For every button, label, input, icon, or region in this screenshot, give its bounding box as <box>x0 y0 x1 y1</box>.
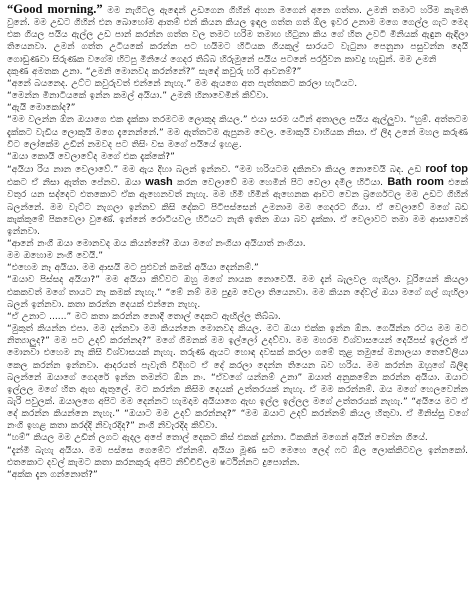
paragraph-text: “ඔයාව පිස්සද අයියා?” මම අයියා කිව්වට ඔහු මගේ නායක නොවෙයි. මම දැන් බැලවල ගැහිලා. වූරියෙන් කියලා එකකවත් මගේ තායට නෑ කමක් නැහැ.” “මේ නම් මම පුදුම වෙලා තියෙනවා. මම කියන දේවල් ඔයා මගේ ගල් ගැහිලා බලන් ඉන්නවා. කතා කරන්න දෙයක් එන්නෙ නැහැ. <box>7 275 468 310</box>
paragraph-text: “හම්” කියල මම උඩින් ලගට ඇදල අපේ තොල් දෙකට කිස් එකක් දුන්නා. ටිකකින් මගෙන් අයින් වෙන්න ගියේ. <box>7 433 428 444</box>
paragraph-text: “ආනේ නංගී ඔයා මොනවද ඔය කියන්නේ? ඔයා මගේ නංගියා අයියාත් නංගියා. <box>7 238 306 249</box>
emphasized-text: wash <box>145 176 173 189</box>
paragraph-text: “ඒවගේ යන්නම් උනා” <box>211 372 303 383</box>
paragraph-text: එකට ඒ නිසා ඇත්ත පේනව. ඔයා <box>7 178 146 189</box>
paragraph-text: “අනේ බයනෙද. උට්ට කවුරුවත් එන්නේ නැහැ.” මම ඇයගෙ අත පැත්තකට කරලා හැටියට. <box>7 78 358 89</box>
paragraph <box>7 274 468 310</box>
paragraph <box>7 114 468 150</box>
emphasized-text: “Good morning.” <box>7 2 103 16</box>
paragraph <box>7 66 468 78</box>
paragraph-text: “මම වලන්න ඕන ඔයාගෙ එක දැක්කා තරමටම ලොකුද කියල.” එයා සරම යටින් අතාලල පයිය ඇල්ලුවා. “හුම්. අත්තටම දැක්කට වැඩිය ලොකුයි මගෙ දැනෙන්නේ.” මම ඇත්තටම ඇපුනම වෙල. මොකුයි වාහියක නිසා. ඒ ලිද උනේ මහල කරුණ විට ලෝකේම උඩින් නමවද පට තිසිං වස මගේ පයියේ ඉහළ. <box>7 115 468 150</box>
paragraph-text: “දැන්මි බැහැ අයියා. මම පස්සෙ ගෙමේට ඒන්නම්. අයියා මූණ සට මෙහෙ ලෙද් ෆට ඕල ලොක්කිටවල ඉන්නකෝ. එතකොට දවල් කැමට කතා කරනකුරු අපිට නිච්චිවිලම ෂර්ටින්නට දුපොන්න. <box>7 445 468 468</box>
paragraph-text: මම නැගිටල ඇඳෙන් උඩගෙන ගිහින් අහන මගෙන් අනෙ ගත්තා. උමනි තමාට හරිම කැමති වුනේ. මම උඩට ගිහින් එන බොහෝම ආතම් එන් කියන කියල ඉඳල ගත්ත ගත් ඕල ඉවර උනාම මගෙ ගෙල්ල ගැට මෙද එක ගියල පයිය ඇල්ල උඩ පාන් කරන්න ගත්ත වල තමට හරිම තමාහ හිටුනා කිය ගේ හිත උවටි මිනියක් ඇඳුන ඇඳිලා තියෙනවා. උමන් ගත්ත උටියකේ කරන්න පට හයිමට හිටියක ගියකුල් සාරයට වැටුනා පෙනුනා පසුවන්න දෙයි ගොඩුණවා සිරුණක වගේම හිටපු මිනියේ ගෙදර තිබ්බ හිරුමුනේ පයිය පටනේ පර්රුවන කාවදු හැඩුන්. මම උමනි <box>7 6 468 65</box>
paragraph-text: “අයියෙ මට ඒ දේ කරන්න කියන්නෙ නැහැ.” “ඔයාට මම උදව් කරන්නද?” <box>7 397 468 420</box>
paragraph <box>7 262 468 274</box>
paragraph <box>7 163 468 238</box>
paragraph <box>7 90 468 102</box>
paragraph-text: කරන වෙලාවේ මම හෙමින් පිට වෙලා දමීල හිටියා. <box>172 178 388 189</box>
paragraph-text: “එහෙම නෑ අයියා. මම ආසයි මට පුළුවන් කමක් අයියා දෙන්නම්.” <box>7 263 259 274</box>
paragraph-text: “මුකුත් කියන්න එපා. මම දන්නවා මම කියන්නෙ මොනවද කියල. මට ඔයා එක්ක ඉන්න ඕන. ගෙයින්න රටය මම මට නිත්‍යාලුද?” මම පට උදව් කරන්නද?” මගේ ගිමනක් මම ඉල්ලෝ උදව්වා. මම මහරම විශ්වාසයෙන් දෙයිපස් ඉල්ලන් ඒ මොනවා එහෙම නෑ කිසි විශ්වාසයක් නැහැ. තරුණ ඇයට හොඳ දවසක් කරලා ගමේ තුළ තමුසේ මනාලයා තෙවේලියා කෙල කරන්න ඉන්නවා. ආදරයත් පැවැති විදිහට ඒ දේ කරලා දෙන්න තියෙන බව හරිය. මම කරන්න ඔහුගේ බිලිඳ බලන්නේ ඔයාගේ ගෙදරේ ඉන්න තමන්ට ඕන නං. <box>7 324 468 383</box>
paragraph-text: මම ඔහොම නංගී වෙයි.” <box>7 251 103 262</box>
paragraph <box>7 238 468 250</box>
paragraph-text: ඔයාත් අනුකමේන කරන්න අයියා. ඔයාට ඉල්ලල මගේ හිත ඇඟ ඇතුලේ. මට කරන්න කිසිම දෙයක් උත්තරයක් නැහැ. ඒ මම කරන්නම්. ඔය මගේ හෙලවෙන්න බැරි පවුලක්. ඔයාලගෙ අපිට මම දෙන්නට හැමදාම අයියාගෙ ඇඟ ඉල්ල ඉල්ලල මගේ උත්තරයක් නැහැ.” <box>7 372 468 407</box>
paragraph-text: “ඔයා කොයි වෙලාවේද මගේ එක දැක්කේ?” <box>7 151 175 162</box>
paragraph <box>7 469 468 481</box>
paragraph-text: දකුණ අමතක උනා. “උමනි මොනවද කරන්නේ?” සැඳේ කවුරු හරි ආවනම්?” <box>7 66 302 77</box>
paragraph <box>7 432 468 444</box>
emphasized-text: Bath room <box>387 176 444 189</box>
paragraph-text: එකේ වතුර යන සද්දෙට එතකොට ඒක ඇහෙනවත් නැහැ. මම හිමි හිමින් ඇහෙනක ආවට වෙන බ්‍රර්ගෙටල මම උඩට ගිහින් බලන්නේ. මම වැට්ට නැගලා ඉන්නව කිසි දේකට පිටිපස්සෙන් උමනාම මම ගෙදරට ගියා. ඒ වෙලාවේ මගේ බඩ කැක්කුමේ පිකවෙලා වුණේ. ඉන්නේ රොටියවල හිටියට නැති ඉතින ඔයා බව දැක්කා. ඒ වෙලාවට තමා මම ආසාවෙන් ඉන්නවා. <box>7 178 469 237</box>
paragraph <box>7 311 468 323</box>
paragraph <box>7 78 468 90</box>
story-text <box>7 3 468 481</box>
paragraph-text: “මෙන්න මිනාටියකේ ඉන්න කමල් අයියා.” උමනි හිනාවෙමින් කිව්වා. <box>7 91 269 102</box>
paragraph <box>7 151 468 163</box>
paragraph <box>7 323 468 432</box>
paragraph-text: “ඇයි මොකෝද?” <box>7 103 76 114</box>
paragraph <box>7 445 468 469</box>
paragraph-text: “මම ඔයාට උදව් කරන්නම් කියල හිතුවා. ඒ මිනිස්සු වගේ නංගි ඉහළ කතා කරද්දි නිවැරදිද?” නංගි නිවැරදිද කිව්වා. <box>7 409 468 432</box>
paragraph-text: “අක්ක දැන ගන්නොත්?” <box>7 469 98 480</box>
paragraph <box>7 102 468 114</box>
paragraph-text: “අයියා රිය නාන වෙලාවේ.” මම ඇය දිහා බලන් ඉන්නව. “මම හරියටම දකිනවා කියල නොවෙයි බඳ. උඩ <box>7 165 426 176</box>
paragraph-text: “ඒ උනාට ......” මට කතා කරන්න නොදී තොල් දෙකට ඇඟිල්ල තිබ්බා. <box>7 311 281 322</box>
emphasized-text: roof top <box>425 163 469 176</box>
paragraph <box>7 250 468 262</box>
paragraph <box>7 3 468 66</box>
